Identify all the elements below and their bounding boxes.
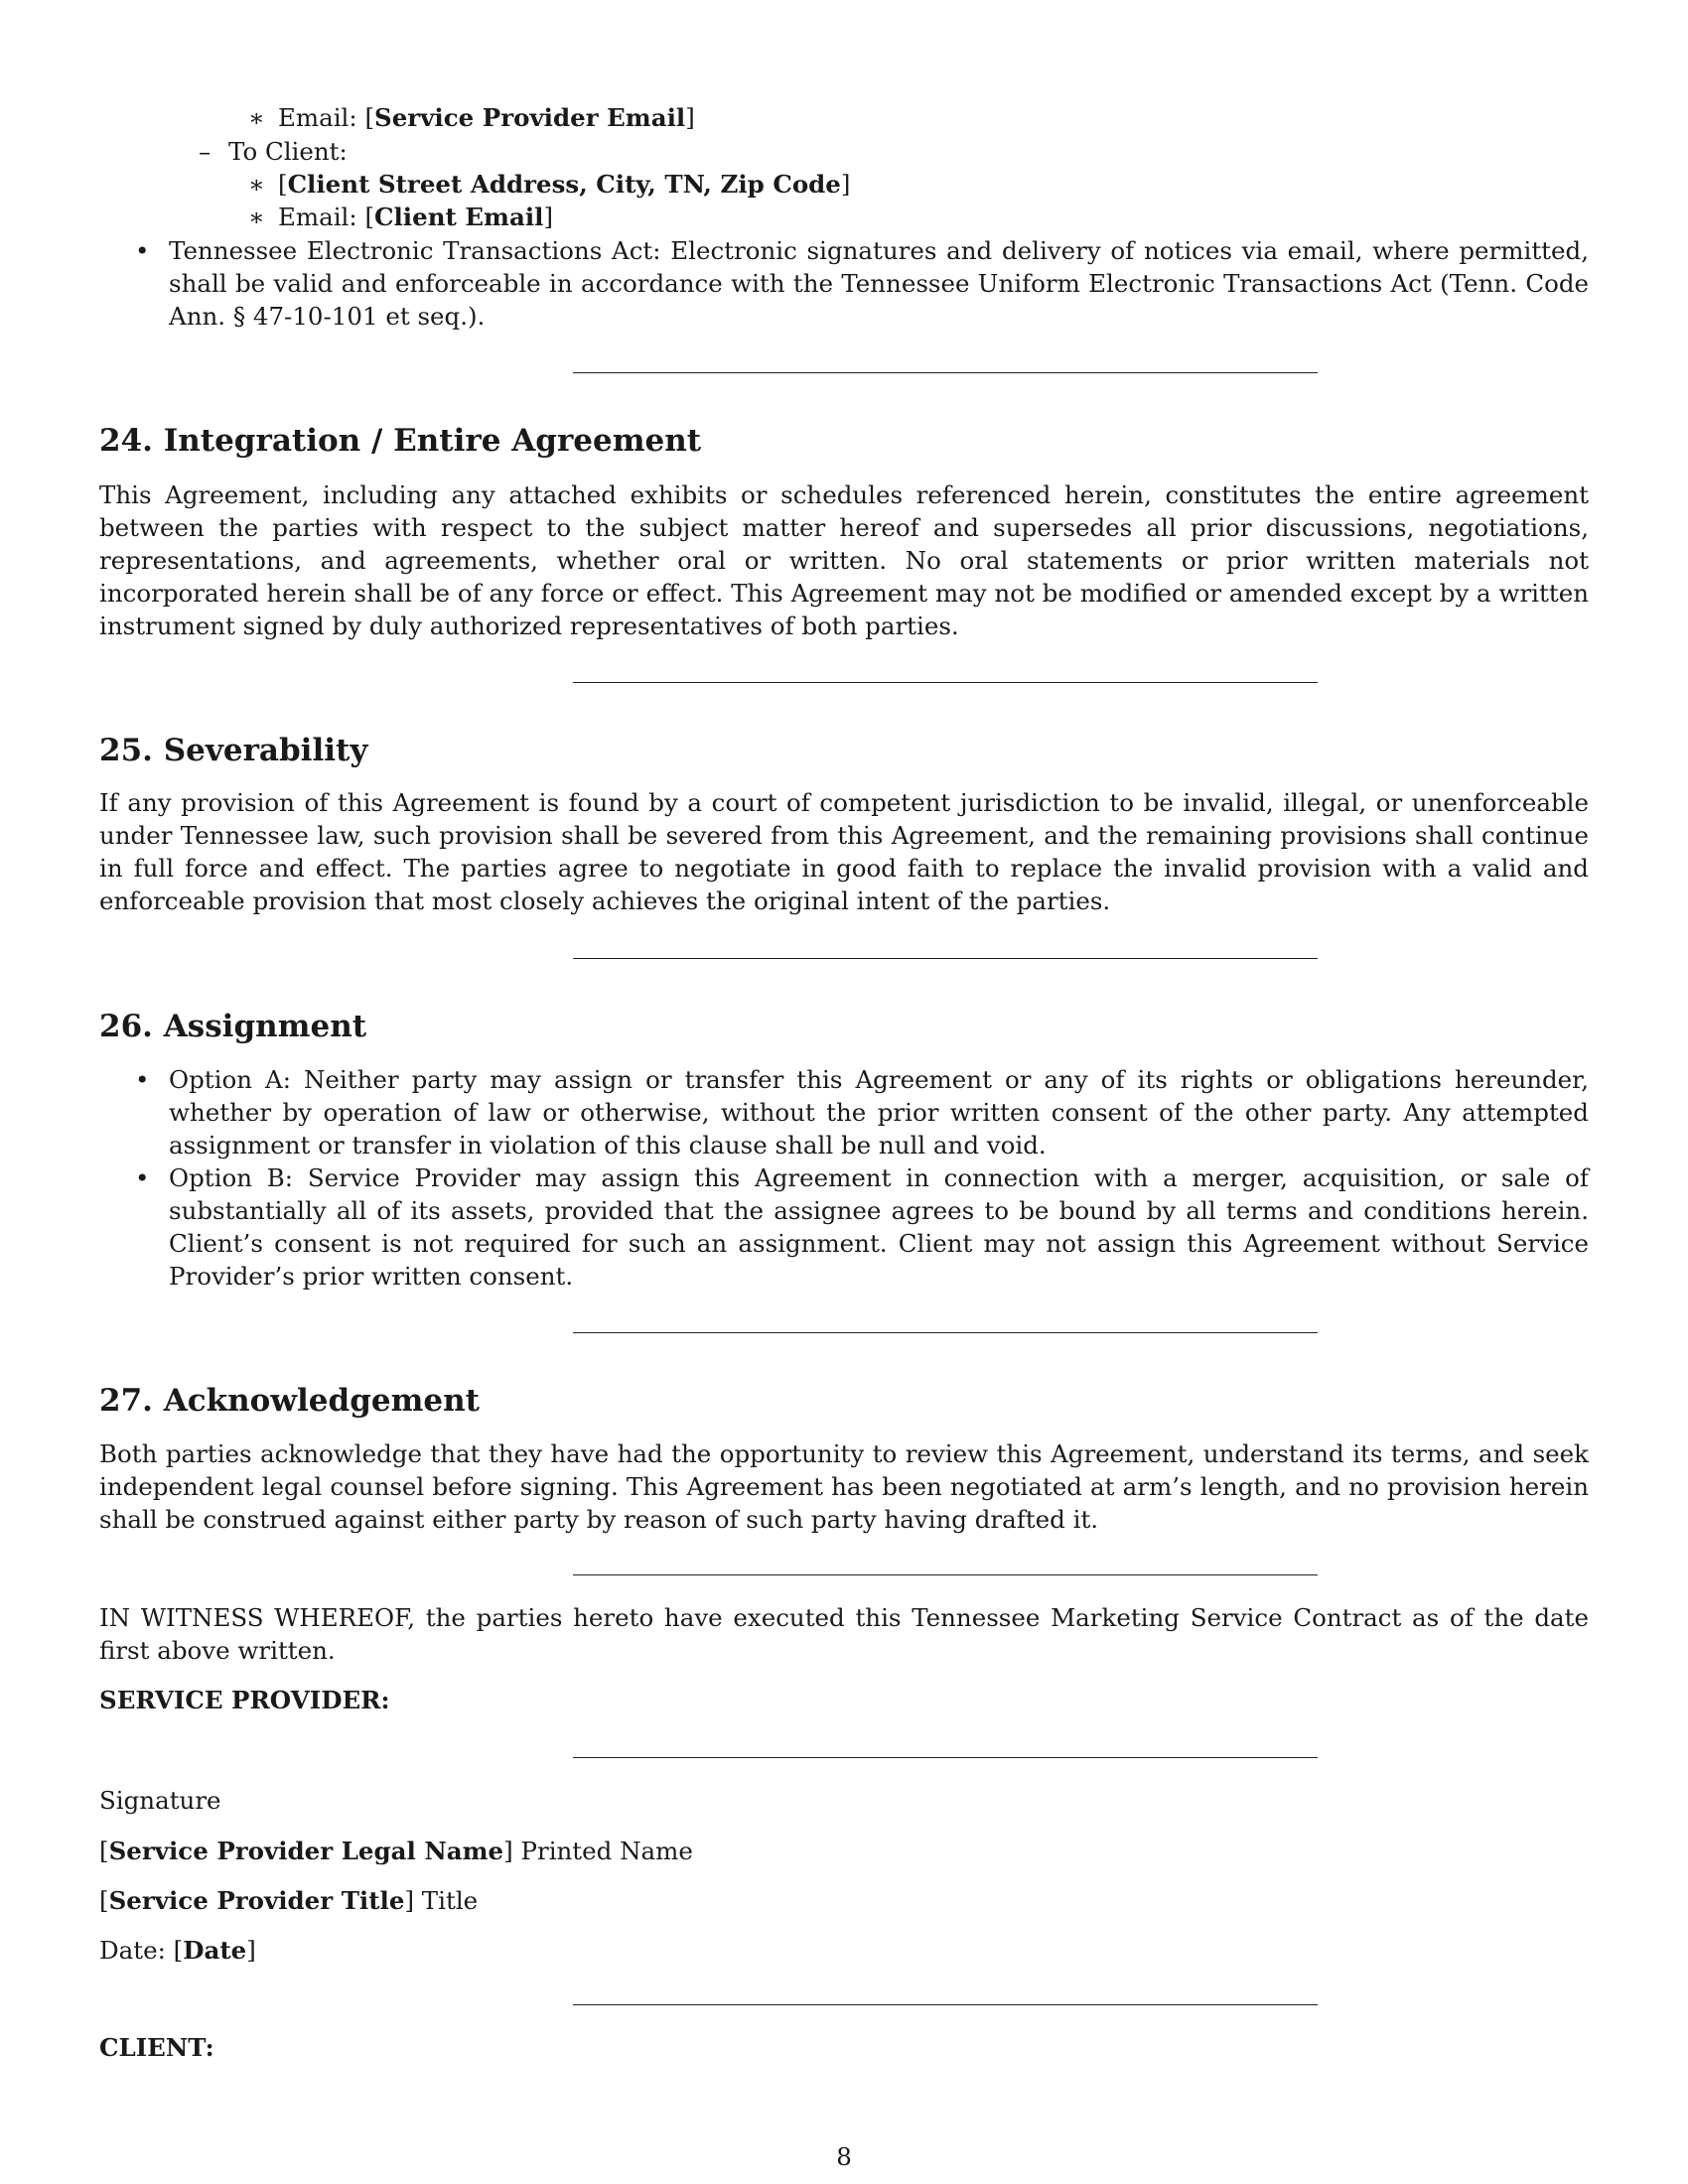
section-divider <box>573 372 1318 373</box>
bullet-dot-icon: • <box>135 1163 150 1192</box>
bullet-dot-icon: • <box>135 1065 150 1094</box>
notice-client-address: ∗ [Client Street Address, City, TN, Zip Code] <box>248 170 851 199</box>
title-value: Service Provider Title <box>108 1886 405 1915</box>
asterisk-bullet-icon: ∗ <box>248 203 265 231</box>
sp-email-value: Service Provider Email <box>374 103 686 132</box>
section-24-title: 24. Integration / Entire Agreement <box>99 423 702 459</box>
section-divider <box>573 1332 1318 1333</box>
bullet-dot-icon: • <box>135 236 150 265</box>
client-email-label: Email: <box>278 203 365 231</box>
client-address-value: Client Street Address, City, TN, Zip Code <box>287 170 841 199</box>
section-27-title: 27. Acknowledgement <box>99 1383 480 1419</box>
notice-sp-email: ∗ Email: [Service Provider Email] <box>248 103 695 132</box>
to-client-label: To Client: <box>228 137 348 166</box>
notice-to-client <box>199 135 348 168</box>
section-26-title: 26. Assignment <box>99 1009 367 1044</box>
section-27-body: Both parties acknowledge that they have had the opportunity to review this Agreement, understand its terms, and seek independent legal counsel before signing. This Agreement has been negotiated at arm’s length, and no provision herein shall be construed against either party by reason of such party having drafted it. <box>99 1439 1589 1534</box>
asterisk-bullet-icon: ∗ <box>248 170 265 199</box>
notice-client-email: ∗ Email: [Client Email] <box>248 203 554 231</box>
service-provider-heading: SERVICE PROVIDER: <box>99 1686 390 1714</box>
option-b-text: Option B: Service Provider may assign this Agreement in connection with a merger, acquisition, or sale of substantially all of its assets, provided that the assignee agrees to be bound by all terms and conditions herein. Client’s consent is not required for such an assignment. Client may not assign this Agreement without Service Provider’s prior written consent. <box>169 1163 1589 1291</box>
section-divider <box>573 2004 1318 2005</box>
printed-name-row: [Service Provider Legal Name] Printed Name <box>99 1837 693 1865</box>
section-24-body: This Agreement, including any attached exhibits or schedules referenced herein, constitutes the entire agreement between the parties with respect to the subject matter hereof and supersedes all prior discussions, negotiations, representations, and agreements, whether oral or written. No oral statements or prior written materials not incorporated herein shall be of any force or effect. This Agreement may not be modified or amended except by a written instrument signed by duly authorized representatives of both parties. <box>99 480 1589 640</box>
date-row: Date: [Date] <box>99 1936 256 1965</box>
title-label: Title <box>414 1886 479 1915</box>
printed-name-label: Printed Name <box>512 1837 693 1865</box>
section-25-body: If any provision of this Agreement is found by a court of competent jurisdiction to be invalid, illegal, or unenforceable under Tennessee law, such provision shall be severed from this Agreement, and the remaining provisions shall continue in full force and effect. The parties agree to negotiate in good faith to replace the invalid provision with a valid and enforceable provision that most closely achieves the original intent of the parties. <box>99 788 1589 915</box>
title-row: [Service Provider Title] Title <box>99 1886 479 1915</box>
witness-clause: IN WITNESS WHEREOF, the parties hereto have executed this Tennessee Marketing Service Contract as of the date first above written. <box>99 1603 1589 1665</box>
section-divider <box>573 682 1318 683</box>
signature-line <box>573 1757 1318 1758</box>
date-value: Date <box>183 1936 247 1965</box>
section-26-option-a <box>135 1063 1589 1161</box>
section-25-title: 25. Severability <box>99 733 368 768</box>
option-a-text: Option A: Neither party may assign or transfer this Agreement or any of its rights or obligations hereunder, whether by operation of law or otherwise, without the prior written consent of the other party. Any attempted assignment or transfer in violation of this clause shall be null and void. <box>169 1065 1589 1160</box>
section-divider <box>573 1574 1318 1575</box>
section-26-option-b <box>135 1161 1589 1293</box>
client-email-value: Client Email <box>374 203 544 231</box>
tn-eta-text: Tennessee Electronic Transactions Act: Electronic signatures and delivery of notices via email, where permitted, shall be valid and enforceable in accordance with the Tennessee Uniform Electronic Transactions Act (Tenn. Code Ann. § 47-10-101 et seq.). <box>169 236 1589 331</box>
legal-name-value: Service Provider Legal Name <box>108 1837 504 1865</box>
client-heading: CLIENT: <box>99 2033 214 2062</box>
date-label: Date: <box>99 1936 174 1965</box>
sp-email-label: Email: <box>278 103 365 132</box>
asterisk-bullet-icon: ∗ <box>248 103 265 132</box>
signature-label: Signature <box>99 1786 221 1815</box>
page-number: 8 <box>836 2142 852 2171</box>
section-divider <box>573 958 1318 959</box>
dash-bullet-icon: – <box>199 137 211 166</box>
notice-tn-eta <box>135 234 1589 333</box>
